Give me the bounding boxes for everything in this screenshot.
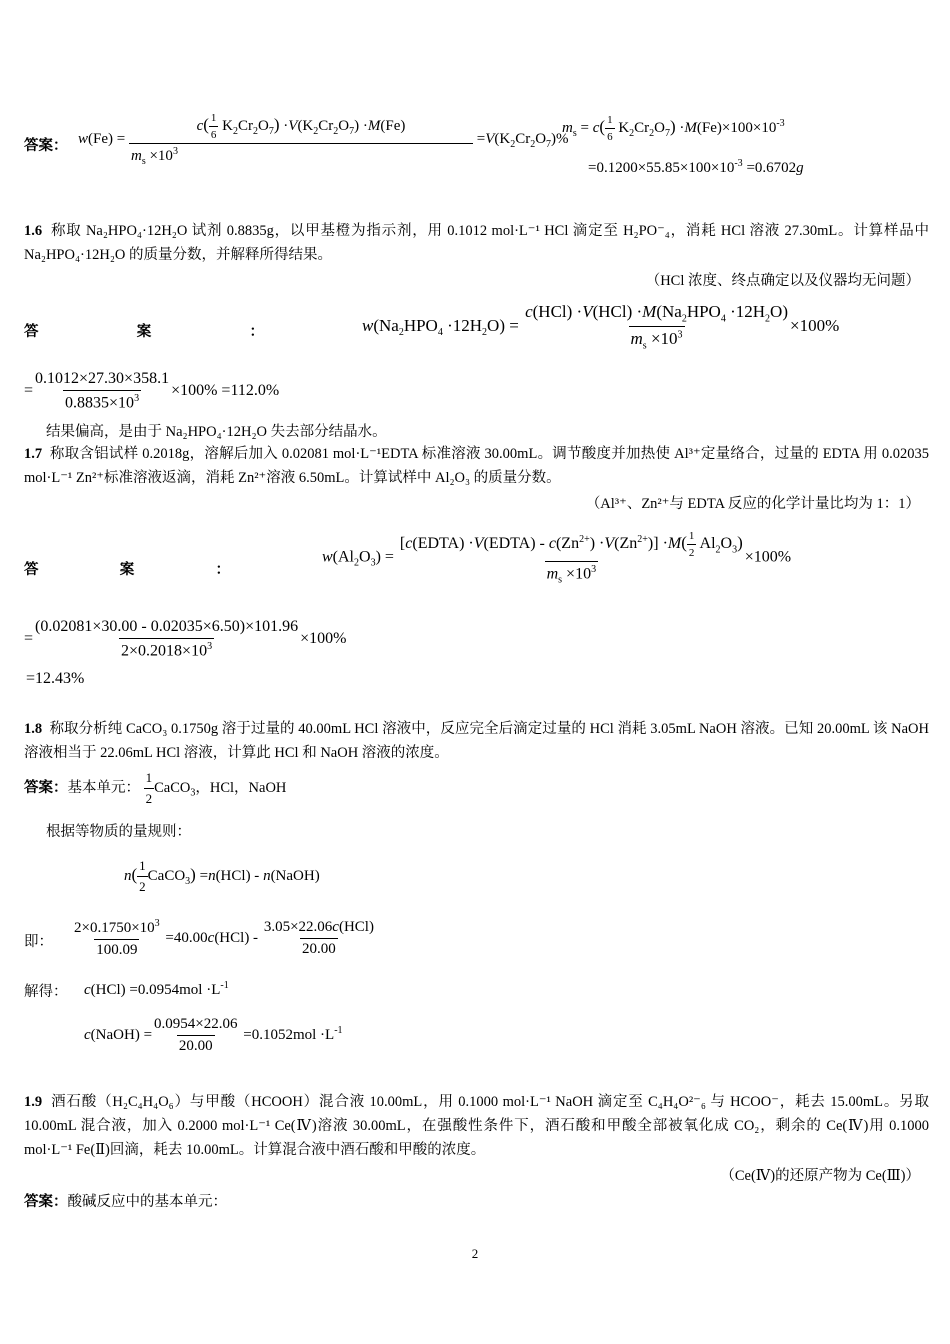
p18-answer: 答案：基本单元： $\frac{1}{2}$ CaCO$_3$，HCl，NaOH [24, 770, 287, 806]
problem-1-7: 1.7 称取含铝试样 0.2018g，溶解后加入 0.02081 mol·L⁻¹EDTA 标准溶液 30.00mL。调节酸度并加热使 Al³⁺定量络合，过量的 EDTA 用 0.02035 mol·L⁻¹ Zn²⁺标准溶液返滴，消耗 Zn²⁺溶液 6.50mL。计算试样中 Al₂O₃ 的质量分数。 [24, 446, 929, 486]
p17-calc: = $\frac{(0.02081\times 30.00 - 0.02035\times 6.50)\times 101.96}{2\times 0.2018\times 10^3}$ ×100% [24, 618, 347, 660]
top-answer-formula-right-2: $=0.1200\times 55.85\times 100\times 10^{-3} =0.6702g$ [588, 158, 804, 176]
top-answer-formula-left: w(Fe) = c( $\frac{1}{6}$ $K_2Cr_2O_7) \cdot V(K_2Cr_2O_7) \cdot M(Fe)$ $m_s \times 10^3$ $=V(K_2Cr_2O_7)\%$ [78, 112, 569, 167]
p19-answer: 答案：酸碱反应中的基本单元： [24, 1194, 227, 1210]
p18-solve-1: $c(HCl) =0.0954mol \cdot L^{-1}$ [84, 980, 229, 998]
p18-ie-formula: $\frac{2\times 0.1750\times 10^3}{100.09}$ =40.00c(HCl) - $\frac{\text{3.05×22.06c(HCl)}}{20.00}$ [74, 918, 374, 958]
p16-calc: = $\frac{0.1012\times 27.30\times 358.1}{0.8835\times 10^3}$ ×100% =112.0% [24, 370, 280, 412]
p18-rule: 根据等物质的量规则： [46, 824, 191, 840]
problem-1-6: 1.6 称取 Na₂HPO₄·12H₂O 试剂 0.8835g，以甲基橙为指示剂，用 0.1012 mol·L⁻¹ HCl 滴定至 H₂PO⁻₄，消耗 HCl 溶液 27.30mL。计算样品中 Na₂HPO₄·12H₂O 的质量分数，并解释所得结果。 [24, 223, 930, 263]
problem-1-6-note: （HCl 浓度、终点确定以及仪器均无问题） [645, 273, 920, 289]
problem-1-8: 1.8 称取分析纯 CaCO₃ 0.1750g 溶于过量的 40.00mL HCl 溶液中，反应完全后滴定过量的 HCl 消耗 3.05mL NaOH 溶液。已知 20.00mL 该 NaOH 溶液相当于 22.06mL HCl 溶液，计算此 HCl 和 NaOH 溶液的浓度。 [24, 721, 929, 761]
problem-1-7-note: （Al³⁺、Zn²⁺与 EDTA 反应的化学计量比均为 1：1） [585, 496, 920, 512]
p17-result: =12.43% [26, 670, 85, 687]
p16-explain: 结果偏高，是由于 Na₂HPO₄·12H₂O 失去部分结晶水。 [46, 424, 387, 440]
p18-ie-label: 即： [24, 934, 53, 950]
p18-solve-2: c(NaOH) = $\frac{0.0954\times 22.06}{20.00}$ $=0.1052mol \cdot L^{-1}$ [84, 1016, 343, 1054]
p17-answer-formula: $w(Al_2O_3)$ = [c(EDTA) ·V(EDTA) - $c(Zn^{2+}) \cdot V(Zn^{2+})] \cdot M$( $\frac{1}{2}$ $Al_2O_3$) $m_s \times 10^3$ ×100% [322, 530, 792, 586]
p18-solve-label: 解得： [24, 984, 68, 1000]
p16-answer-formula: $w(Na_2HPO_4 \cdot 12H_2O)$ = $\frac{c(HCl) \cdot V(HCl) \cdot M(Na_2HPO_4 \cdot 12H_2O)}{m_s \times 10^3}$ ×100% [362, 302, 840, 352]
answer-label: 答案： [24, 138, 68, 154]
top-answer-formula-right-1: $m_s = c$( $\frac{1}{6}$ $K_2Cr_2O_7) \cdot M(Fe)\times 100\times 10^{-3}$ [562, 114, 785, 143]
page-number: 2 [471, 1246, 479, 1261]
problem-1-9-note: （Ce(Ⅳ)的还原产物为 Ce(Ⅲ)） [720, 1168, 920, 1184]
answer-label-1-6: 答 案 ： [24, 324, 264, 340]
p18-rule-formula: n( $\frac{1}{2}$ CaCO$_3$) =n(HCl) - n(NaOH) [124, 858, 320, 894]
problem-1-9: 1.9 酒石酸（H₂C₄H₄O₆）与甲酸（HCOOH）混合液 10.00mL，用 0.1000 mol·L⁻¹ NaOH 滴定至 C₄H₄O²⁻₆ 与 HCOO⁻，耗去 15.00mL。另取 10.00mL 混合液，加入 0.2000 mol·L⁻¹ Ce(Ⅳ)溶液 30.00mL，在强酸性条件下，酒石酸和甲酸全部被氧化成 CO₂，剩余的 Ce(Ⅳ)用 0.1000 mol·L⁻¹ Fe(Ⅱ)回滴，耗去 10.00mL。计算混合液中酒石酸和甲酸的浓度。 [24, 1094, 930, 1158]
answer-label-1-7: 答 案 ： [24, 562, 230, 578]
